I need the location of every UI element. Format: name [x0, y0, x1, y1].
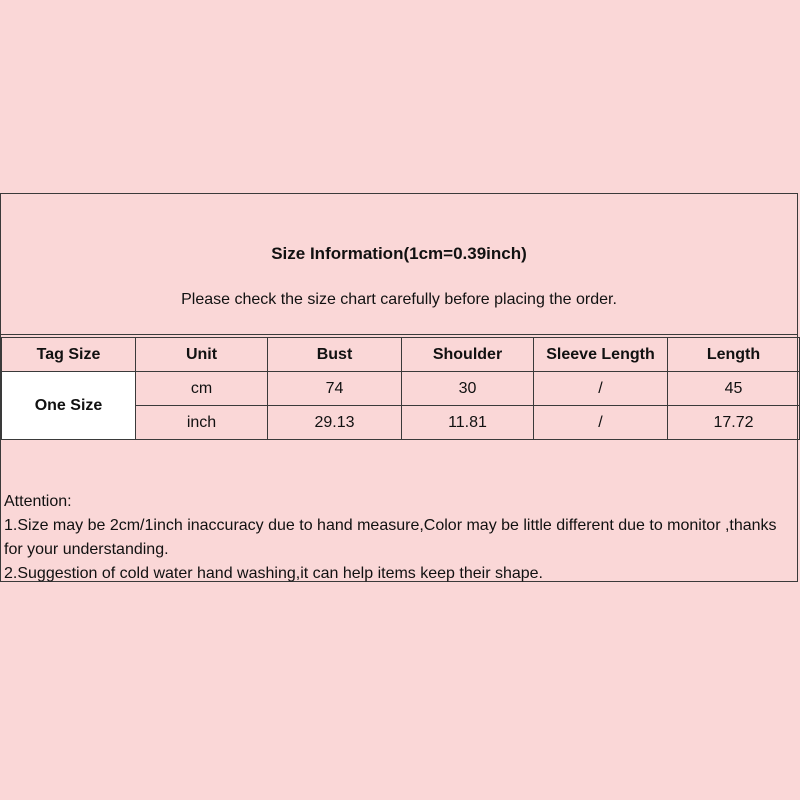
sleeve-length-cell: / [534, 372, 668, 406]
table-row [2, 372, 800, 406]
bust-cell: 29.13 [268, 406, 402, 440]
size-chart-sheet [0, 193, 798, 582]
size-chart-subtitle: Please check the size chart carefully before placing the order. [181, 291, 617, 308]
length-cell: 17.72 [668, 406, 800, 440]
header-shoulder: Shoulder [402, 338, 534, 372]
attention-heading: Attention: [4, 493, 72, 510]
bust-cell: 74 [268, 372, 402, 406]
attention-line: 1.Size may be 2cm/1inch inaccuracy due to hand measure,Color may be little different due to monitor ,thanks for your understanding. [4, 517, 777, 558]
header-bust: Bust [268, 338, 402, 372]
header-sleeve-length: Sleeve Length [534, 338, 668, 372]
size-chart-header [1, 194, 797, 335]
attention-line: 2.Suggestion of cold water hand washing,it can help items keep their shape. [4, 565, 543, 582]
attention-notes [4, 490, 791, 586]
header-tag-size: Tag Size [2, 338, 136, 372]
size-table [1, 337, 800, 440]
unit-cell: inch [136, 406, 268, 440]
size-chart-title: Size Information(1cm=0.39inch) [271, 244, 527, 263]
length-cell: 45 [668, 372, 800, 406]
header-unit: Unit [136, 338, 268, 372]
sleeve-length-cell: / [534, 406, 668, 440]
shoulder-cell: 30 [402, 372, 534, 406]
shoulder-cell: 11.81 [402, 406, 534, 440]
unit-cell: cm [136, 372, 268, 406]
size-table-header-row [2, 338, 800, 372]
tag-size-cell: One Size [2, 372, 136, 440]
header-length: Length [668, 338, 800, 372]
